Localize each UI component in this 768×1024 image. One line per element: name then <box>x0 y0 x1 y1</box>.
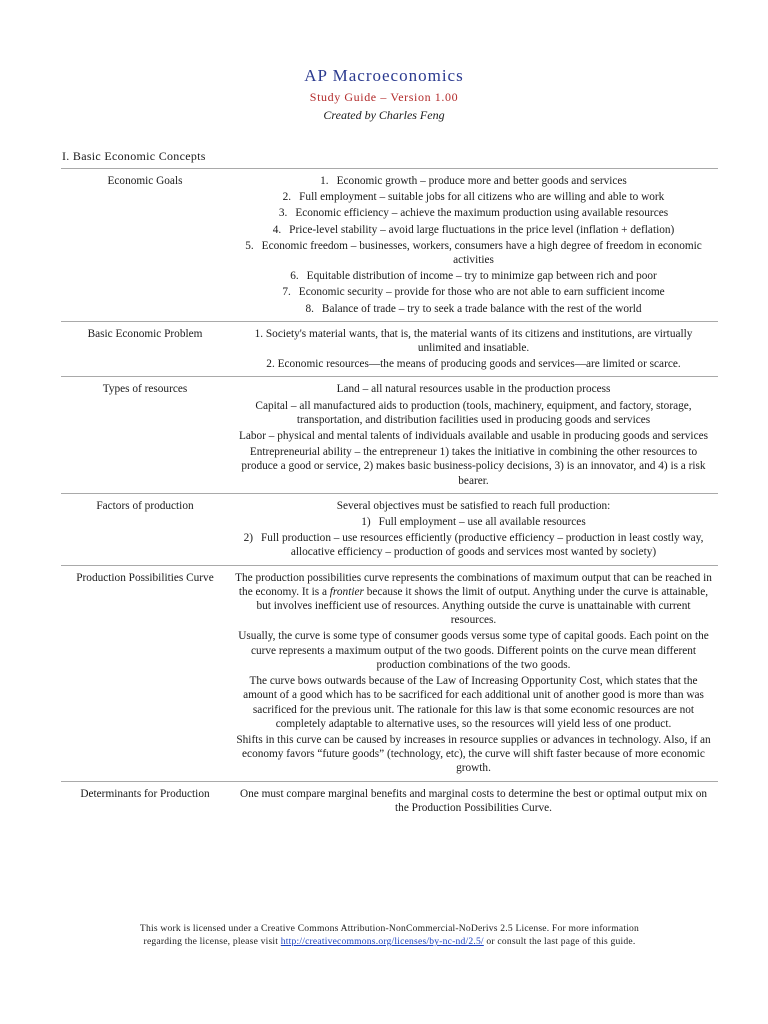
list-item <box>233 285 714 299</box>
table-row <box>61 377 718 493</box>
row-content <box>229 565 718 781</box>
license-text: regarding the license, please visit <box>143 936 281 947</box>
list-item <box>233 269 714 283</box>
item-number: 6. <box>290 270 299 283</box>
list-item <box>233 515 714 529</box>
item-text: Full production – use resources efficiently (productive efficiency – production in least costly way, allocative efficiency – production of goods and services most wanted by society) <box>260 532 704 559</box>
list-item <box>233 531 714 559</box>
document-author: Created by Charles Feng <box>323 108 445 122</box>
license-link[interactable]: http://creativecommons.org/licenses/by-nc-nd/2.5/ <box>280 936 484 947</box>
paragraph: 1. Society's material wants, that is, the material wants of its citizens and institutions, are virtually unlimited and insatiable. <box>254 327 693 355</box>
paragraph <box>233 571 714 628</box>
item-number: 7. <box>282 286 291 299</box>
concepts-table <box>61 168 718 820</box>
document-title: AP Macroeconomics <box>304 66 464 85</box>
paragraph: Entrepreneurial ability – the entrepreneur 1) takes the initiative in combining the other resources to produce a good or service, 2) makes basic business-policy decisions, 3) is an innovator, and 4) is a risk bearer. <box>241 446 706 487</box>
table-row <box>61 565 718 781</box>
row-content <box>229 493 718 565</box>
list-item <box>233 206 714 220</box>
item-text: Balance of trade – try to seek a trade balance with the rest of the world <box>321 302 642 315</box>
row-label: Types of resources <box>102 383 188 396</box>
item-number: 1. <box>320 175 329 187</box>
item-number: 2. <box>282 191 292 204</box>
item-number: 3. <box>278 207 288 220</box>
document-subtitle: Study Guide – Version 1.00 <box>309 90 459 104</box>
list-item <box>233 302 714 316</box>
text-segment: The production possibilities curve represents the combinations of maximum output that can be reached in the economy. It is a <box>235 571 712 598</box>
table-row <box>61 781 718 820</box>
paragraph: Capital – all manufactured aids to production (tools, machinery, equipment, and factory, storage, transportation, and distribution facilities used in producing goods and services <box>255 399 692 426</box>
license-footer <box>62 922 717 948</box>
item-text: Price-level stability – avoid large fluctuations in the price level (inflation + deflation) <box>289 223 675 236</box>
item-text: Economic growth – produce more and better goods and services <box>336 175 627 187</box>
row-label: Basic Economic Problem <box>87 327 203 340</box>
row-label: Economic Goals <box>107 175 183 187</box>
item-number: 1) <box>361 516 371 529</box>
list-item <box>233 239 714 267</box>
paragraph: Usually, the curve is some type of consumer goods versus some type of capital goods. Each point on the curve represents a maximum output of the two goods. Different points on the curve mean different production combinations of the two goods. <box>238 630 709 671</box>
document-header <box>0 0 768 123</box>
item-text: Economic security – provide for those who are not able to earn sufficient income <box>298 286 665 299</box>
paragraph: Land – all natural resources usable in the production process <box>336 383 611 396</box>
row-label: Determinants for Production <box>80 787 210 800</box>
text-segment: because it shows the limit of output. Anything under the curve is attainable, but involves inefficient use of resources. Anything outside the curve is unattainable with current resources. <box>256 585 709 627</box>
paragraph: The curve bows outwards because of the Law of Increasing Opportunity Cost, which states that the amount of a good which has to be sacrificed for each additional unit of another good is more than was sacrificed for the previous unit. The rationale for this law is that some economic resources are not completely adaptable to alternative uses, so the resources will yield less of one product. <box>243 675 704 730</box>
row-content <box>229 377 718 493</box>
paragraph: Shifts in this curve can be caused by increases in resource supplies or advances in technology. Also, if an economy favors “future goods” (technology, etc), the curve will shift faster because of more economic growth. <box>236 733 711 775</box>
table-row <box>61 493 718 565</box>
item-number: 2) <box>243 532 253 545</box>
item-number: 5. <box>245 239 254 252</box>
item-text: Equitable distribution of income – try to minimize gap between rich and poor <box>306 270 657 283</box>
row-content <box>229 781 718 820</box>
paragraph: Several objectives must be satisfied to reach full production: <box>336 499 611 512</box>
paragraph: One must compare marginal benefits and marginal costs to determine the best or optimal output mix on the Production Possibilities Curve. <box>239 787 708 814</box>
paragraph: 2. Economic resources—the means of producing goods and services—are limited or scarce. <box>266 358 681 371</box>
row-content <box>229 321 718 377</box>
row-label: Factors of production <box>96 499 194 512</box>
item-text: Full employment – suitable jobs for all citizens who are willing and able to work <box>299 191 665 204</box>
license-text: or consult the last page of this guide. <box>483 936 636 947</box>
row-label: Production Possibilities Curve <box>76 571 214 584</box>
license-text: This work is licensed under a Creative Commons Attribution-NonCommercial-NoDerivs 2.5 License. For more information <box>139 923 640 934</box>
table-row <box>61 321 718 377</box>
list-item <box>233 223 714 237</box>
section-title: I. Basic Economic Concepts <box>62 149 206 163</box>
row-content <box>229 169 718 322</box>
item-number: 8. <box>305 302 314 315</box>
item-number: 4. <box>272 223 282 236</box>
table-row <box>61 169 718 322</box>
list-item <box>233 190 714 204</box>
paragraph: Labor – physical and mental talents of individuals available and usable in producing goods and services <box>238 430 708 443</box>
emphasis-text: frontier <box>329 585 364 598</box>
list-item <box>233 174 714 188</box>
item-text: Economic efficiency – achieve the maximum production using available resources <box>295 207 669 220</box>
item-text: Economic freedom – businesses, workers, consumers have a high degree of freedom in economic activities <box>261 239 702 267</box>
item-text: Full employment – use all available resources <box>378 516 586 529</box>
